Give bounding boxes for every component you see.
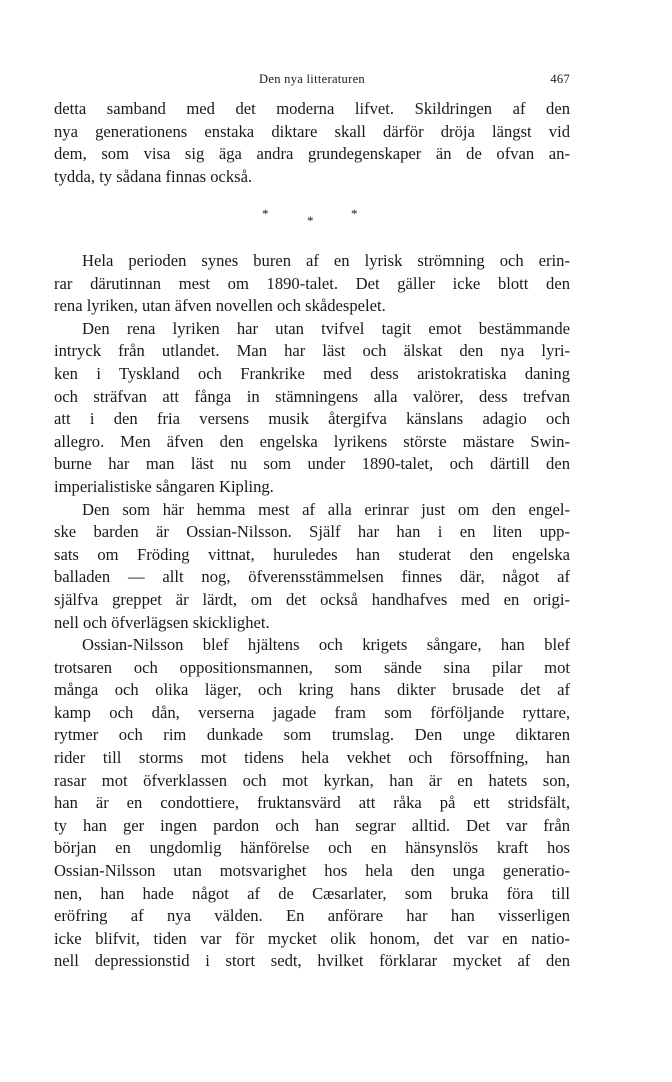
text-line: nya generationens enstaka diktare skall därför dröja längst vid [54,121,570,141]
text-line: och sträfvan att fånga in stämningens alla valörer, dess trefvan [54,386,570,406]
text-line: allegro. Men äfven den engelska lyrikens störste mästare Swin- [54,431,570,451]
text-line: balladen — allt nog, öfverensstämmelsen finnes där, något af [54,567,570,587]
text-line: tydda, ty sådana finnas också. [54,166,253,186]
text-line: många och olika läger, och kring hans dikter brusade det af [54,680,570,700]
text-line: intryck från utlandet. Man har läst och älskat den nya lyri- [54,341,570,361]
text-line: dem, som visa sig äga andra grundegenskaper än de ofvan an- [54,144,570,164]
asterisk: * [262,206,269,221]
text-line: rider till storms mot tidens hela vekhet och försoffning, han [54,748,570,768]
text-line: början en ungdomlig hänförelse och en hänsynslös kraft hos [54,838,570,858]
section-break-asterism [0,204,672,234]
text-line: själfva greppet är lärdt, om det också handhafves med en origi- [54,589,570,609]
text-line: rytmer och rim dunkade som trumslag. Den unge diktaren [54,725,570,745]
text-line: Ossian-Nilsson utan motsvarighet hos hela den unga generatio- [54,861,570,881]
asterisk: * [351,206,358,221]
text-line: ty han ger ingen pardon och han segrar alltid. Det var från [54,815,570,835]
text-line: detta samband med det moderna lifvet. Skildringen af den [54,99,570,118]
text-line: icke blifvit, tiden var för mycket olik honom, det var en natio- [54,928,570,948]
text-line: Den som här hemma mest af alla erinrar just om den engel- [82,499,570,519]
text-line: trotsaren och oppositionsmannen, som sände sina pilar mot [54,657,570,677]
text-line: Ossian-Nilsson blef hjältens och krigets sångare, han blef [82,635,570,655]
text-line: sats om Fröding vittnat, huruledes han studerat den engelska [54,544,570,564]
text-line: nell och öfverlägsen skicklighet. [54,612,270,632]
asterisk: * [307,213,314,228]
text-line: han är en condottiere, fruktansvärd att råka på ett stridsfält, [54,793,570,813]
text-line: rasar mot öfverklassen och mot kyrkan, han är en hatets son, [54,770,570,790]
text-line: eröfring af nya välden. En anförare har han visserligen [54,906,570,926]
running-head [54,72,570,90]
text-line: ken i Tyskland och Frankrike med dess aristokratiska daning [54,363,570,383]
running-title: Den nya litteraturen [259,72,365,86]
text-line: Den rena lyriken har utan tvifvel tagit emot bestämmande [82,318,570,338]
text-line: burne har man läst nu som under 1890-talet, och därtill den [54,454,570,474]
text-line: rena lyriken, utan äfven novellen och skådespelet. [54,296,386,316]
continued-paragraph [54,98,570,188]
text-line: rar därutinnan mest om 1890-talet. Det gäller icke blott den [54,273,570,293]
text-line: nen, han hade något af de Cæsarlater, som bruka föra till [54,883,570,903]
text-line: Hela perioden synes buren af en lyrisk strömning och erin- [82,251,570,270]
text-line: att i den fria versens musik återgifva känslans adagio och [54,409,570,429]
text-line: nell depressionstid i stort sedt, hvilket förklarar mycket af den [54,951,570,971]
text-line: kamp och dån, verserna jagade fram som förföljande ryttare, [54,702,570,722]
text-line: imperialistiske sångaren Kipling. [54,476,274,496]
text-line: ske barden är Ossian-Nilsson. Själf har han i en liten upp- [54,522,570,542]
page-number: 467 [550,72,570,86]
section-body [54,250,570,973]
